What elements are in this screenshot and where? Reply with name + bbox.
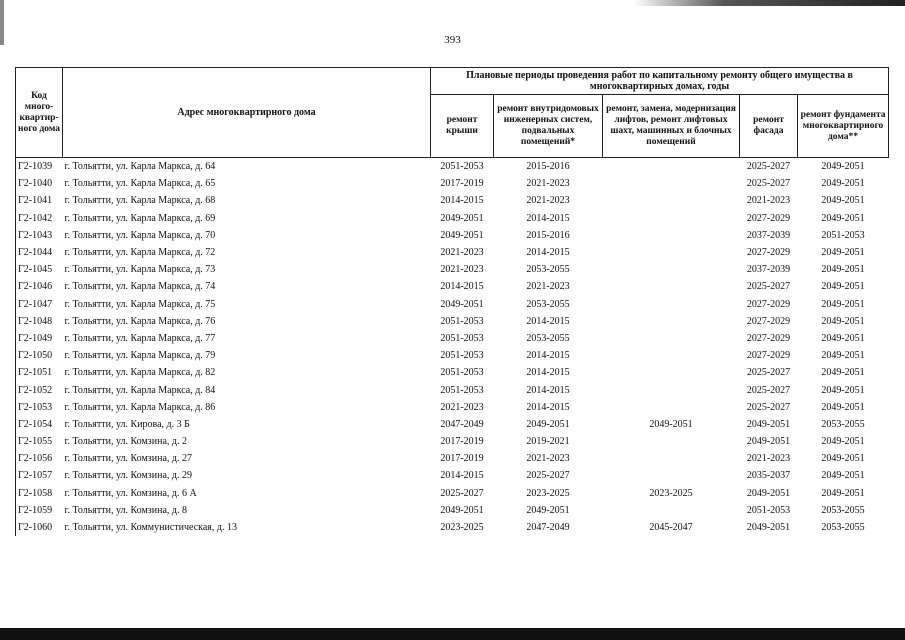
table-header xyxy=(16,68,889,158)
cell-lifts xyxy=(603,227,740,244)
table-row xyxy=(16,502,889,519)
cell-address: г. Тольятти, ул. Коммунистическая, д. 13 xyxy=(64,522,237,534)
cell-facade: 2025-2027 xyxy=(746,384,791,396)
table-row xyxy=(16,450,889,467)
cell-code: Г2-1049 xyxy=(16,330,63,347)
table-row xyxy=(16,330,889,347)
cell-address: г. Тольятти, ул. Комзина, д. 29 xyxy=(64,470,192,482)
cell-roof: 2014-2015 xyxy=(440,281,484,293)
cell-engineering: 2015-2016 xyxy=(494,158,603,176)
cell-code: Г2-1045 xyxy=(16,261,63,278)
cell-roof: 2049-2051 xyxy=(440,504,484,516)
cell-engineering: 2021-2023 xyxy=(526,178,570,190)
cell-roof: 2014-2015 xyxy=(440,195,484,207)
cell-facade: 2049-2051 xyxy=(746,436,791,448)
cell-engineering: 2015-2016 xyxy=(526,229,570,241)
cell-roof: 2051-2053 xyxy=(440,384,484,396)
cell-engineering: 2014-2015 xyxy=(526,384,570,396)
cell-facade: 2027-2029 xyxy=(746,212,791,224)
cell-roof: 2049-2051 xyxy=(440,212,484,224)
cell-address: г. Тольятти, ул. Карла Маркса, д. 64 xyxy=(63,158,431,176)
cell-address: г. Тольятти, ул. Карла Маркса, д. 72 xyxy=(64,247,216,259)
header-periods-group: Плановые периоды проведения работ по капитальному ремонту общего имущества в многоквартирных домах, годы xyxy=(431,68,889,95)
cell-lifts xyxy=(603,158,740,176)
cell-facade: 2027-2029 xyxy=(746,332,791,344)
table-row xyxy=(16,158,889,176)
cell-address: г. Тольятти, ул. Карла Маркса, д. 65 xyxy=(64,178,216,190)
cell-lifts xyxy=(603,313,740,330)
cell-engineering: 2014-2015 xyxy=(526,315,570,327)
cell-engineering: 2014-2015 xyxy=(526,367,570,379)
cell-lifts xyxy=(603,467,740,484)
cell-facade: 2049-2051 xyxy=(746,522,791,534)
cell-code: Г2-1053 xyxy=(16,399,63,416)
cell-code: Г2-1043 xyxy=(16,227,63,244)
cell-roof: 2017-2019 xyxy=(440,453,484,465)
cell-foundation: 2053-2055 xyxy=(821,418,865,430)
cell-lifts xyxy=(603,399,740,416)
cell-facade: 2021-2023 xyxy=(746,453,791,465)
cell-lifts xyxy=(603,433,740,450)
table-row xyxy=(16,261,889,278)
cell-lifts: 2023-2025 xyxy=(649,487,693,499)
cell-roof: 2049-2051 xyxy=(440,298,484,310)
cell-code: Г2-1060 xyxy=(16,519,63,536)
cell-foundation: 2049-2051 xyxy=(821,350,865,362)
cell-facade: 2025-2027 xyxy=(746,401,791,413)
table-row xyxy=(16,347,889,364)
cell-facade: 2037-2039 xyxy=(746,229,791,241)
cell-lifts xyxy=(603,175,740,192)
cell-engineering: 2014-2015 xyxy=(526,350,570,362)
table-row xyxy=(16,467,889,484)
cell-foundation: 2053-2055 xyxy=(821,522,865,534)
cell-roof: 2051-2053 xyxy=(431,158,494,176)
cell-lifts xyxy=(603,244,740,261)
cell-facade: 2025-2027 xyxy=(740,158,798,176)
cell-roof: 2017-2019 xyxy=(440,436,484,448)
cell-engineering: 2014-2015 xyxy=(526,247,570,259)
cell-foundation: 2049-2051 xyxy=(821,212,865,224)
cell-code: Г2-1054 xyxy=(16,416,63,433)
cell-foundation: 2049-2051 xyxy=(821,436,865,448)
cell-foundation: 2049-2051 xyxy=(821,332,865,344)
cell-address: г. Тольятти, ул. Карла Маркса, д. 84 xyxy=(64,384,216,396)
cell-facade: 2037-2039 xyxy=(746,264,791,276)
cell-address: г. Тольятти, ул. Комзина, д. 8 xyxy=(64,504,187,516)
table-row xyxy=(16,210,889,227)
cell-lifts xyxy=(603,261,740,278)
cell-foundation: 2049-2051 xyxy=(821,367,865,379)
cell-code: Г2-1052 xyxy=(16,381,63,398)
cell-facade: 2025-2027 xyxy=(746,367,791,379)
cell-roof: 2047-2049 xyxy=(440,418,484,430)
cell-roof: 2049-2051 xyxy=(440,229,484,241)
cell-address: г. Тольятти, ул. Комзина, д. 6 А xyxy=(64,487,197,499)
table-row xyxy=(16,313,889,330)
cell-foundation: 2049-2051 xyxy=(821,470,865,482)
cell-foundation: 2051-2053 xyxy=(821,229,865,241)
cell-address: г. Тольятти, ул. Карла Маркса, д. 76 xyxy=(64,315,216,327)
cell-lifts xyxy=(603,347,740,364)
table-row xyxy=(16,416,889,433)
cell-code: Г2-1041 xyxy=(16,192,63,209)
cell-roof: 2014-2015 xyxy=(440,470,484,482)
cell-lifts: 2049-2051 xyxy=(649,418,693,430)
cell-foundation: 2049-2051 xyxy=(821,298,865,310)
table-row xyxy=(16,519,889,536)
table-row xyxy=(16,381,889,398)
cell-roof: 2025-2027 xyxy=(440,487,484,499)
header-code: Код много-квартир-ного дома xyxy=(16,68,63,158)
cell-code: Г2-1056 xyxy=(16,450,63,467)
cell-code: Г2-1044 xyxy=(16,244,63,261)
cell-code: Г2-1055 xyxy=(16,433,63,450)
page-number: 393 xyxy=(444,34,461,46)
cell-engineering: 2014-2015 xyxy=(526,212,570,224)
scan-top-edge xyxy=(0,0,905,6)
cell-foundation: 2049-2051 xyxy=(821,401,865,413)
table-row xyxy=(16,227,889,244)
cell-engineering: 2047-2049 xyxy=(526,522,570,534)
cell-facade: 2025-2027 xyxy=(746,281,791,293)
cell-engineering: 2014-2015 xyxy=(526,401,570,413)
cell-lifts xyxy=(603,278,740,295)
cell-code: Г2-1059 xyxy=(16,502,63,519)
cell-address: г. Тольятти, ул. Карла Маркса, д. 82 xyxy=(64,367,216,379)
cell-address: г. Тольятти, ул. Карла Маркса, д. 68 xyxy=(64,195,216,207)
table-row xyxy=(16,485,889,502)
cell-facade: 2035-2037 xyxy=(746,470,791,482)
cell-facade: 2027-2029 xyxy=(746,315,791,327)
cell-facade: 2049-2051 xyxy=(746,487,791,499)
cell-address: г. Тольятти, ул. Комзина, д. 27 xyxy=(64,453,192,465)
cell-roof: 2051-2053 xyxy=(440,367,484,379)
header-address: Адрес многоквартирного дома xyxy=(63,68,431,158)
header-facade: ремонт фасада xyxy=(740,95,798,158)
cell-foundation: 2049-2051 xyxy=(821,264,865,276)
header-lifts: ремонт, замена, модернизация лифтов, ремонт лифтовых шахт, машинных и блочных помещений xyxy=(603,95,740,158)
cell-lifts xyxy=(603,450,740,467)
header-foundation: ремонт фундамента многоквартирного дома** xyxy=(798,95,889,158)
cell-engineering: 2049-2051 xyxy=(526,418,570,430)
cell-address: г. Тольятти, ул. Кирова, д. 3 Б xyxy=(64,418,190,430)
cell-engineering: 2049-2051 xyxy=(526,504,570,516)
cell-roof: 2051-2053 xyxy=(440,332,484,344)
cell-code: Г2-1046 xyxy=(16,278,63,295)
cell-foundation: 2049-2051 xyxy=(821,487,865,499)
cell-facade: 2051-2053 xyxy=(746,504,791,516)
cell-address: г. Тольятти, ул. Карла Маркса, д. 77 xyxy=(64,332,216,344)
cell-code: Г2-1039 xyxy=(16,158,63,176)
cell-address: г. Тольятти, ул. Карла Маркса, д. 75 xyxy=(64,298,216,310)
cell-roof: 2021-2023 xyxy=(440,401,484,413)
cell-lifts xyxy=(603,296,740,313)
cell-engineering: 2053-2055 xyxy=(526,332,570,344)
cell-foundation: 2049-2051 xyxy=(798,158,889,176)
cell-facade: 2049-2051 xyxy=(746,418,791,430)
table-row xyxy=(16,296,889,313)
cell-address: г. Тольятти, ул. Карла Маркса, д. 69 xyxy=(64,212,216,224)
capital-repair-table xyxy=(15,67,889,536)
cell-foundation: 2049-2051 xyxy=(821,178,865,190)
cell-foundation: 2049-2051 xyxy=(821,384,865,396)
cell-engineering: 2021-2023 xyxy=(526,281,570,293)
cell-code: Г2-1058 xyxy=(16,485,63,502)
table-row xyxy=(16,278,889,295)
cell-facade: 2025-2027 xyxy=(746,178,791,190)
cell-engineering: 2025-2027 xyxy=(526,470,570,482)
cell-lifts xyxy=(603,381,740,398)
cell-roof: 2017-2019 xyxy=(440,178,484,190)
cell-roof: 2021-2023 xyxy=(440,264,484,276)
cell-address: г. Тольятти, ул. Карла Маркса, д. 73 xyxy=(64,264,216,276)
table-row xyxy=(16,175,889,192)
cell-code: Г2-1047 xyxy=(16,296,63,313)
cell-facade: 2027-2029 xyxy=(746,350,791,362)
cell-engineering: 2021-2023 xyxy=(526,453,570,465)
cell-foundation: 2053-2055 xyxy=(821,504,865,516)
cell-address: г. Тольятти, ул. Карла Маркса, д. 79 xyxy=(64,350,216,362)
cell-code: Г2-1057 xyxy=(16,467,63,484)
cell-lifts xyxy=(603,364,740,381)
cell-facade: 2027-2029 xyxy=(746,247,791,259)
cell-roof: 2021-2023 xyxy=(440,247,484,259)
cell-roof: 2051-2053 xyxy=(440,315,484,327)
cell-lifts: 2045-2047 xyxy=(649,522,693,534)
table-row xyxy=(16,244,889,261)
header-roof: ремонт крыши xyxy=(431,95,494,158)
table-row xyxy=(16,399,889,416)
cell-foundation: 2049-2051 xyxy=(821,247,865,259)
cell-code: Г2-1040 xyxy=(16,175,63,192)
cell-lifts xyxy=(603,192,740,209)
table-row xyxy=(16,364,889,381)
cell-code: Г2-1050 xyxy=(16,347,63,364)
cell-code: Г2-1048 xyxy=(16,313,63,330)
cell-facade: 2027-2029 xyxy=(746,298,791,310)
scan-bottom-edge xyxy=(0,628,905,640)
cell-lifts xyxy=(603,502,740,519)
cell-engineering: 2023-2025 xyxy=(526,487,570,499)
cell-engineering: 2053-2055 xyxy=(526,298,570,310)
header-engineering: ремонт внутридомовых инженерных систем, подвальных помещений* xyxy=(494,95,603,158)
cell-facade: 2021-2023 xyxy=(746,195,791,207)
cell-engineering: 2053-2055 xyxy=(526,264,570,276)
cell-foundation: 2049-2051 xyxy=(821,453,865,465)
cell-foundation: 2049-2051 xyxy=(821,281,865,293)
table-row xyxy=(16,433,889,450)
cell-code: Г2-1042 xyxy=(16,210,63,227)
table-row xyxy=(16,192,889,209)
cell-engineering: 2019-2021 xyxy=(526,436,570,448)
cell-address: г. Тольятти, ул. Карла Маркса, д. 74 xyxy=(64,281,216,293)
cell-roof: 2051-2053 xyxy=(440,350,484,362)
cell-address: г. Тольятти, ул. Комзина, д. 2 xyxy=(64,436,187,448)
cell-address: г. Тольятти, ул. Карла Маркса, д. 70 xyxy=(64,229,216,241)
cell-code: Г2-1051 xyxy=(16,364,63,381)
cell-foundation: 2049-2051 xyxy=(821,195,865,207)
cell-engineering: 2021-2023 xyxy=(526,195,570,207)
table-body xyxy=(16,158,889,537)
cell-roof: 2023-2025 xyxy=(440,522,484,534)
cell-address: г. Тольятти, ул. Карла Маркса, д. 86 xyxy=(64,401,216,413)
cell-lifts xyxy=(603,330,740,347)
cell-foundation: 2049-2051 xyxy=(821,315,865,327)
cell-lifts xyxy=(603,210,740,227)
